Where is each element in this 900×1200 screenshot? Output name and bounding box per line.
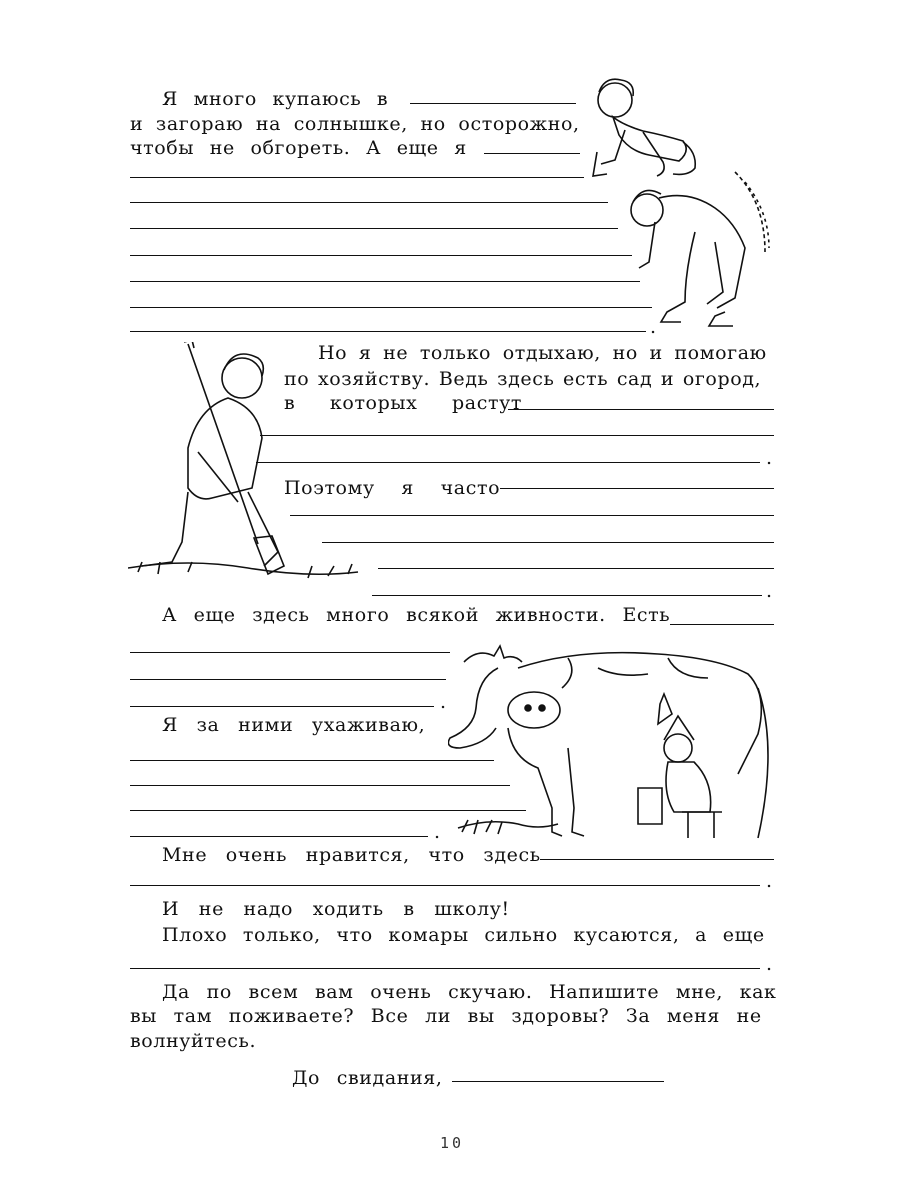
answer-line[interactable] — [290, 515, 774, 516]
text-line: И не надо ходить в школу! — [162, 898, 510, 920]
answer-line[interactable] — [670, 624, 774, 625]
text-line: в которых растут — [284, 392, 522, 414]
answer-line[interactable] — [130, 836, 428, 837]
answer-line[interactable] — [130, 177, 584, 178]
text-line: вы там поживаете? Все ли вы здоровы? За меня не — [130, 1005, 762, 1027]
text-line: А еще здесь много всякой живности. Есть — [162, 604, 671, 626]
children-leapfrog-illustration — [585, 72, 780, 334]
answer-line[interactable] — [130, 202, 608, 203]
text-line: Плохо только, что комары сильно кусаются, а еще — [162, 924, 765, 946]
answer-line[interactable] — [484, 153, 580, 154]
answer-line[interactable] — [372, 595, 762, 596]
answer-line[interactable] — [260, 435, 774, 436]
cow-milking-illustration — [448, 628, 780, 844]
answer-line[interactable] — [130, 885, 760, 886]
text-line: Да по всем вам очень скучаю. Напишите мне, как — [162, 981, 777, 1003]
answer-line[interactable] — [130, 810, 526, 811]
end-period: . — [766, 580, 773, 602]
text-line: по хозяйству. Ведь здесь есть сад и огород, — [284, 368, 762, 390]
text-line: чтобы не обгореть. А еще я — [130, 137, 467, 159]
answer-line[interactable] — [130, 331, 646, 332]
answer-line[interactable] — [130, 307, 652, 308]
answer-line[interactable] — [130, 228, 618, 229]
answer-line[interactable] — [130, 679, 446, 680]
text-line: Я много купаюсь в — [162, 88, 389, 110]
answer-line[interactable] — [130, 652, 450, 653]
answer-line[interactable] — [508, 409, 774, 410]
end-period: . — [434, 821, 441, 843]
answer-line[interactable] — [378, 568, 774, 569]
answer-line[interactable] — [322, 542, 774, 543]
answer-line[interactable] — [130, 706, 434, 707]
text-line: Я за ними ухаживаю, — [162, 714, 426, 736]
answer-line[interactable] — [540, 859, 774, 860]
end-period: . — [650, 316, 657, 338]
answer-line[interactable] — [130, 281, 640, 282]
text-line: Поэтому я часто — [284, 477, 501, 499]
end-period: . — [766, 447, 773, 469]
page-number: 10 — [440, 1134, 465, 1152]
end-period: . — [766, 953, 773, 975]
answer-line[interactable] — [130, 968, 760, 969]
end-period: . — [440, 691, 447, 713]
text-line: и загораю на солнышке, но осторожно, — [130, 113, 580, 135]
answer-line[interactable] — [130, 760, 494, 761]
answer-line[interactable] — [500, 488, 774, 489]
answer-line[interactable] — [130, 255, 632, 256]
signature-line[interactable] — [452, 1081, 664, 1082]
text-line: волнуйтесь. — [130, 1030, 257, 1052]
text-line: Но я не только отдыхаю, но и помогаю — [318, 342, 767, 364]
answer-line[interactable] — [130, 785, 510, 786]
closing-text: До свидания, — [292, 1067, 443, 1089]
answer-line[interactable] — [256, 462, 760, 463]
end-period: . — [766, 870, 773, 892]
answer-line[interactable] — [410, 103, 576, 104]
text-line: Мне очень нравится, что здесь — [162, 844, 541, 866]
